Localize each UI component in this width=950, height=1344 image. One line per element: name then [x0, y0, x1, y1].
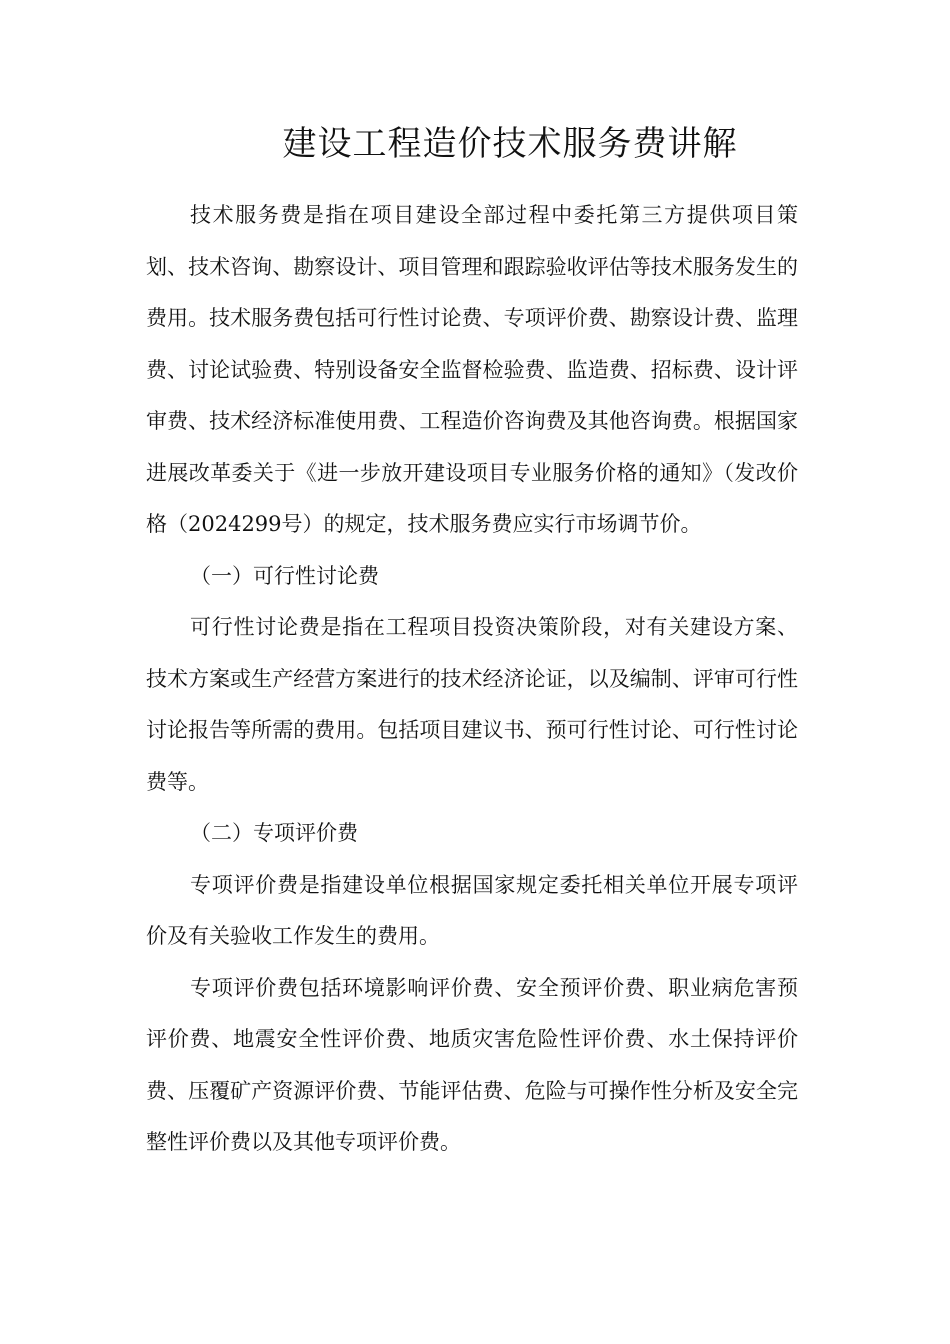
- section-heading-special-evaluation: （二）专项评价费: [190, 821, 358, 845]
- special-evaluation-paragraph-2: 专项评价费包括环境影响评价费、安全预评价费、职业病危害预评价费、地震安全性评价费、地质灾害危险性评价费、水土保持评价费、压覆矿产资源评价费、节能评估费、危险与可操作性分析及安全完整性评价费以及其他专项评价费。: [146, 975, 798, 1154]
- document-title: 建设工程造价技术服务费讲解: [282, 124, 738, 164]
- section-heading-feasibility: （一）可行性讨论费: [190, 563, 379, 588]
- feasibility-paragraph: 可行性讨论费是指在工程项目投资决策阶段，对有关建设方案、技术方案或生产经营方案进行的技术经济论证，以及编制、评审可行性讨论报告等所需的费用。包括项目建议书、预可行性讨论、可行性讨论费等。: [146, 615, 798, 794]
- document-body: [146, 190, 798, 1169]
- special-evaluation-paragraph-1: 专项评价费是指建设单位根据国家规定委托相关单位开展专项评价及有关验收工作发生的费用。: [146, 872, 798, 948]
- intro-paragraph: 技术服务费是指在项目建设全部过程中委托第三方提供项目策划、技术咨询、勘察设计、项目管理和跟踪验收评估等技术服务发生的费用。技术服务费包括可行性讨论费、专项评价费、勘察设计费、监理费、讨论试验费、特别设备安全监督检验费、监造费、招标费、设计评审费、技术经济标准使用费、工程造价咨询费及其他咨询费。根据国家进展改革委关于《进一步放开建设项目专业服务价格的通知》（发改价格（2024299号）的规定，技术服务费应实行市场调节价。: [146, 203, 798, 536]
